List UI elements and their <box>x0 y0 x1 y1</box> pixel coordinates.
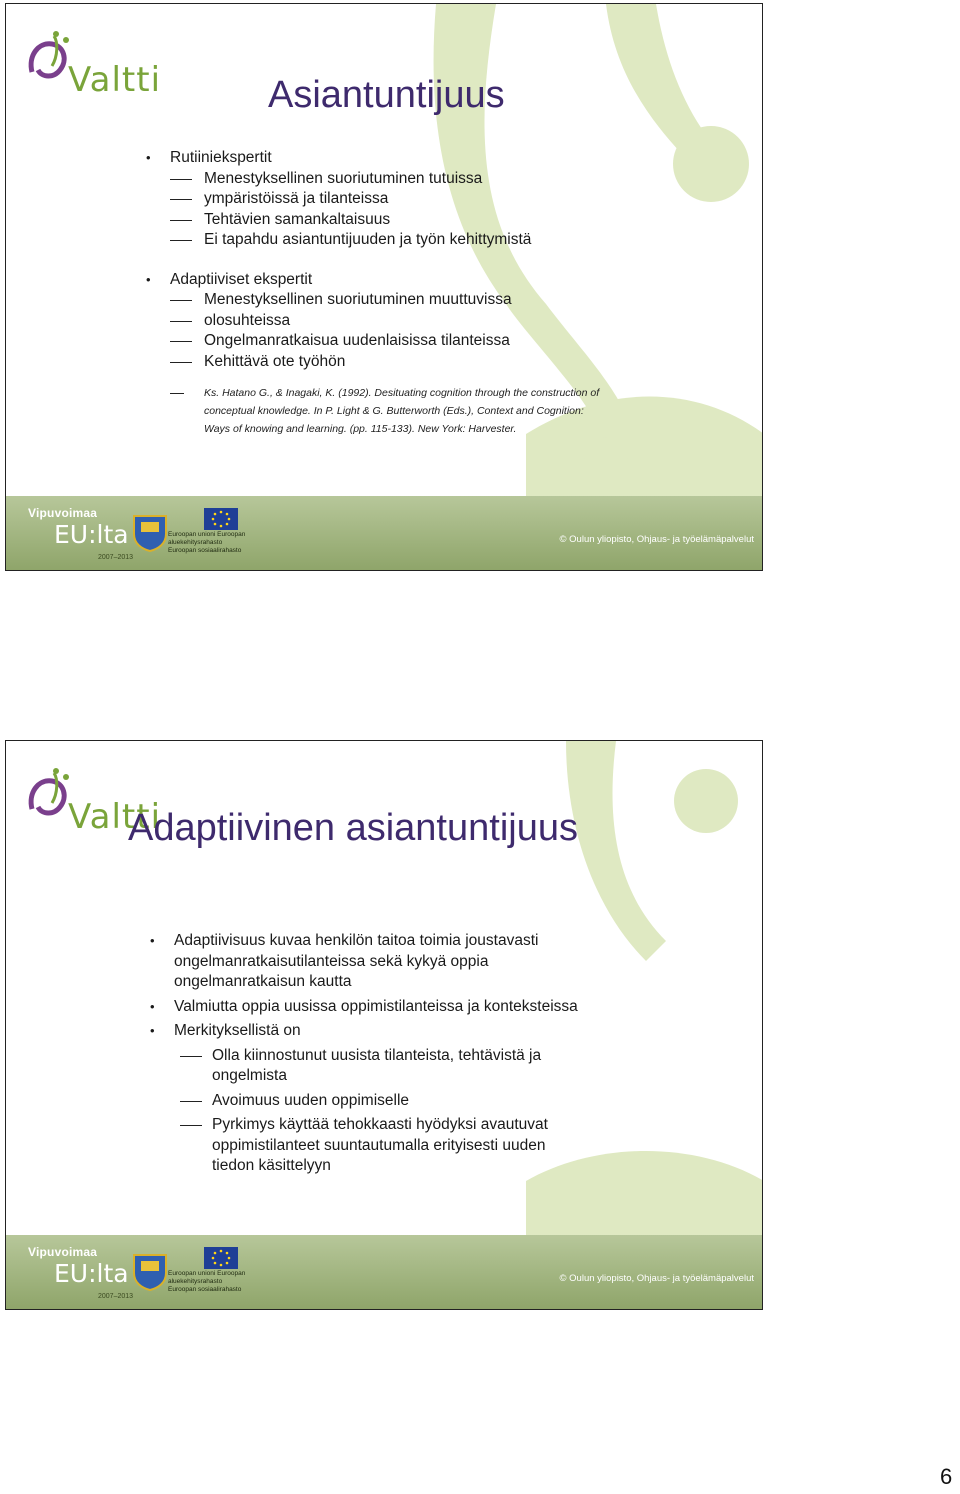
bullet-level2: Ongelmanratkaisua uudenlaisissa tilanteissa <box>142 331 742 352</box>
valtti-logo <box>24 26 174 106</box>
slide-footer <box>6 496 762 570</box>
bullet-list <box>146 931 746 1181</box>
reference-line: Ks. Hatano G., & Inagaki, K. (1992). Desituating cognition through the construction of <box>204 387 600 399</box>
logo-text: Valtti <box>68 797 162 837</box>
slide-title: Adaptiivinen asiantuntijuus <box>128 807 578 849</box>
reference-citation <box>142 384 674 438</box>
coat-of-arms-icon <box>132 1251 168 1291</box>
slide-footer <box>6 1235 762 1309</box>
bullet-level2: Menestyksellinen suoriutuminen tutuissa <box>142 169 742 190</box>
bullet-list <box>142 148 742 438</box>
spacer <box>142 251 742 270</box>
bullet-level2-continued: ympäristöissä ja tilanteissa <box>142 189 742 210</box>
bullet-level1: • Valmiutta oppia uusissa oppimistilanteissa ja konteksteissa <box>146 997 746 1018</box>
bullet-level2: Tehtävien samankaltaisuus <box>142 210 742 231</box>
copyright-text: © Oulun yliopisto, Ohjaus- ja työelämäpalvelut <box>559 534 754 545</box>
bullet-level2: Ei tapahdu asiantuntijuuden ja työn kehittymistä <box>142 230 742 251</box>
bullet-level2: Kehittävä ote työhön <box>142 352 742 373</box>
eu-funding-text: Euroopan unioni Euroopan aluekehitysrahasto Euroopan sosiaalirahasto <box>168 1270 246 1293</box>
bullet-level2: Menestyksellinen suoriutuminen muuttuvissa <box>142 290 742 311</box>
bullet-level2: Olla kiinnostunut uusista tilanteista, tehtävistä ja ongelmista <box>146 1046 552 1087</box>
slide-asiantuntijuus <box>5 3 763 571</box>
bullet-level2: Pyrkimys käyttää tehokkaasti hyödyksi avautuvat oppimistilanteet suuntautumalla erityisesti uuden tiedon käsittelyyn <box>146 1115 552 1177</box>
vipuvoimaa-logo: Vipuvoimaa EU:lta 2007–2013 <box>28 1245 178 1303</box>
bullet-level1: • Merkityksellistä on <box>146 1021 746 1042</box>
reference-line: Ways of knowing and learning. (pp. 115-133). New York: Harvester. <box>204 423 517 435</box>
coat-of-arms-icon <box>132 512 168 552</box>
reference-line: conceptual knowledge. In P. Light & G. Butterworth (Eds.), Context and Cognition: <box>204 405 584 417</box>
eu-flag-icon <box>204 1247 238 1269</box>
bullet-level1: • Rutiiniekspertit <box>142 148 742 169</box>
slide-title: Asiantuntijuus <box>268 74 505 116</box>
eu-funding-text: Euroopan unioni Euroopan aluekehitysrahasto Euroopan sosiaalirahasto <box>168 531 246 554</box>
vipuvoimaa-logo: Vipuvoimaa EU:lta 2007–2013 <box>28 506 178 564</box>
copyright-text: © Oulun yliopisto, Ohjaus- ja työelämäpalvelut <box>559 1273 754 1284</box>
slide-adaptiivinen-asiantuntijuus <box>5 740 763 1310</box>
logo-text: Valtti <box>68 60 162 100</box>
spacer <box>142 372 742 384</box>
bullet-level2-continued: olosuhteissa <box>142 311 742 332</box>
bullet-level1: • Adaptiiviset ekspertit <box>142 270 742 291</box>
bullet-level2: Avoimuus uuden oppimiselle <box>146 1091 746 1112</box>
page-number: 6 <box>940 1464 953 1489</box>
bullet-level1: • Adaptiivisuus kuvaa henkilön taitoa toimia joustavasti ongelmanratkaisutilanteissa sekä kykyä oppia ongelmanratkaisun kautta <box>146 931 554 993</box>
eu-flag-icon <box>204 508 238 530</box>
